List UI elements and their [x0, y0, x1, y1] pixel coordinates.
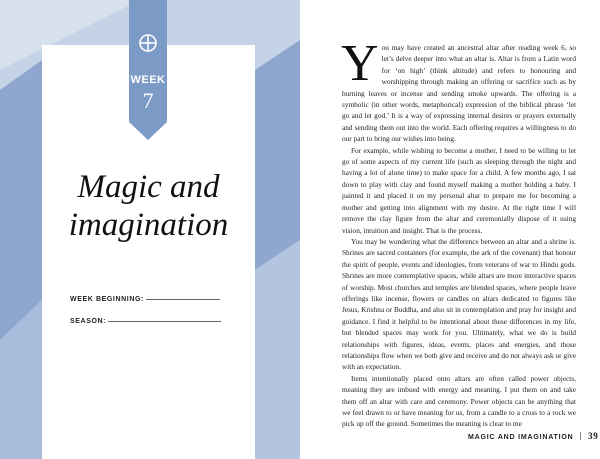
- season-line[interactable]: [108, 321, 221, 322]
- week-ribbon: [129, 0, 167, 142]
- week-beginning-line[interactable]: [146, 299, 220, 300]
- paragraph-4: Items intentionally placed onto altars are often called power objects, meaning they are imbued with energy and meaning. I put them on and take them off an altar with care and ceremony. Power objects can be anything that we feel drawn to or have meaning for us, from a candle to a cross to a rock we pick up off the ground. Sometimes the meaning is clear to me: [342, 373, 576, 429]
- circle-cross-icon: [138, 33, 158, 53]
- page-footer: [468, 431, 599, 441]
- bg-shape-right-dark: [255, 40, 300, 270]
- week-label: WEEK: [130, 74, 166, 86]
- drop-cap: Y: [341, 35, 379, 92]
- footer-title: MAGIC AND IMAGINATION: [468, 434, 574, 441]
- page-number: 39: [587, 431, 599, 441]
- paragraph-1: [341, 35, 576, 145]
- paragraph-2: For example, while wishing to become a mother, I need to be willing to let go of some aspects of my current life (such as sleeping through the night and having a lot of alone time) to make space for a child. A few months ago, I sat down to play with clay and found myself making a mother holding a baby. I painted it and placed it on my personal altar to prepare me for becoming a mother and getting into alignment with my desire. At the right time I will remove the clay figure from the altar and ceremonially dispose of it using vision, intuition and insight. That is the process.: [342, 145, 576, 235]
- week-number: 7: [142, 88, 154, 113]
- footer-divider: [580, 432, 581, 440]
- season-field[interactable]: [70, 318, 221, 325]
- body-text: [341, 35, 576, 430]
- bg-shape-left-dark: [0, 60, 42, 340]
- paragraph-3: You may be wondering what the difference between an altar and a shrine is. Shrines are sacred containers (for example, the ark of the covenant) that honour the spirit of people, events and ideologies, from veterans of war to Hindu gods. Shrines are more contemplative spaces, while altars are more interactive spaces of worship. Most churches and temples are blended spaces, where people leave offerings like incense, flowers or candles on altars dedicated to figures like Jesus, Krishna or Buddha, and also sit in contemplation and pray for insight and guidance. I find it helpful to be intentional about these differences in my life, but blended spaces may work for you. Ultimately, what we do is build relationships with figures, ideas, events, places and energies, and those relationships flow when we both give and receive and do not always ask or give with an expectation.: [342, 236, 576, 372]
- right-page: [300, 0, 600, 459]
- page-title: [42, 168, 255, 244]
- season-label: SEASON:: [70, 318, 107, 325]
- paragraph-1-text: ou may have created an ancestral altar after reading week 6, so let’s delve deeper into what an altar is. Altar is from a Latin word for ‘on high’ (think altitude) and refers to honouring and worshipping through making an offering or sacrifice such as by burning leaves or incense and sending smoke upwards. The offering is a symbolic (in other words, metaphorical) expression of the biblical phrase ‘let go and let god.’ It is a way of expressing internal desires or prayers externally and sending them out into the world. Each offering requires a willingness to do our part to bring our wishes into being.: [342, 43, 576, 144]
- title-line-2: imagination: [68, 207, 229, 243]
- bg-shape-right-low: [255, 240, 300, 459]
- title-line-1: Magic and: [77, 169, 220, 205]
- ribbon-shape: [129, 0, 167, 142]
- week-beginning-field[interactable]: [70, 296, 220, 303]
- week-beginning-label: WEEK BEGINNING:: [70, 296, 144, 303]
